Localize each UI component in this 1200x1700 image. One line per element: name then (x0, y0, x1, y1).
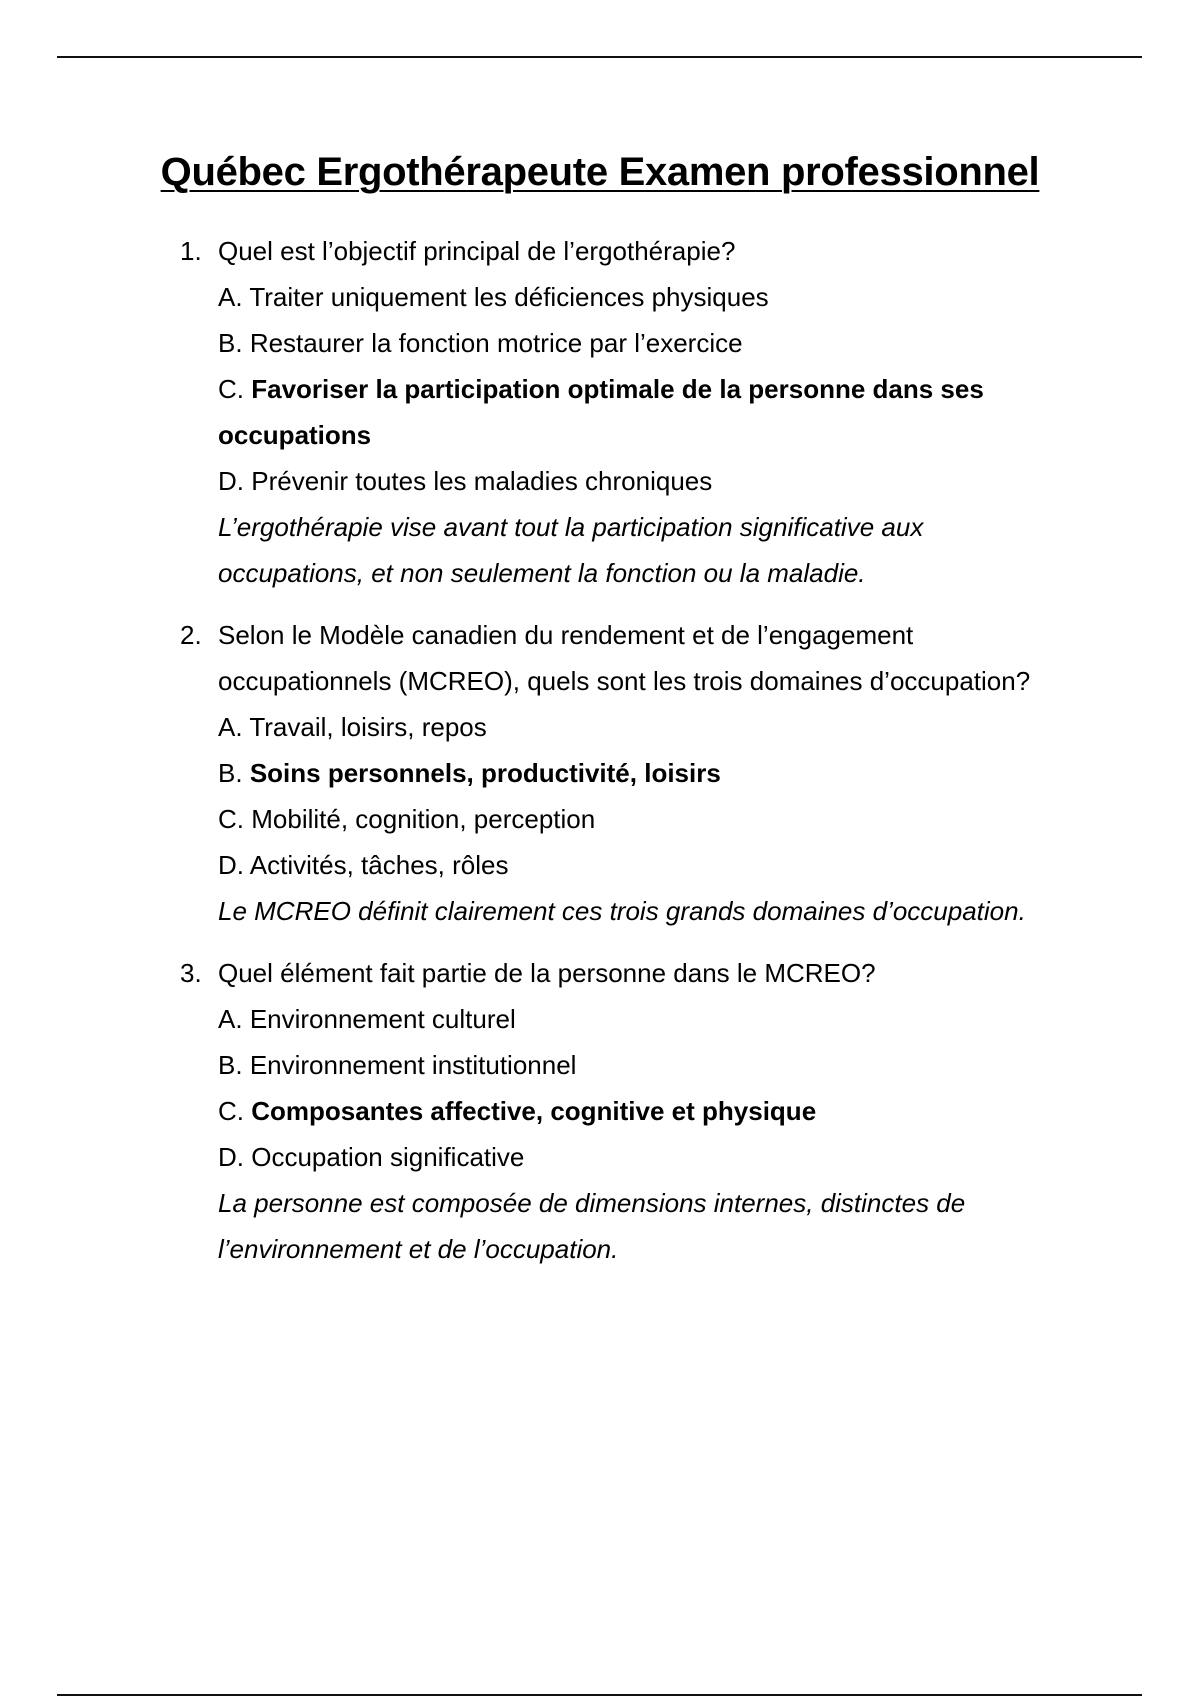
option-letter: C. (218, 804, 244, 834)
option-letter: A. (218, 712, 243, 742)
question-number: 3. (180, 958, 202, 988)
option-b (218, 320, 1056, 366)
option-letter: B. (218, 758, 243, 788)
question-number: 1. (180, 236, 202, 266)
option-text: Composantes affective, cognitive et physique (251, 1096, 817, 1126)
option-d (218, 842, 1056, 888)
question-3 (176, 950, 1056, 1272)
top-rule (57, 56, 1142, 58)
option-text: Travail, loisirs, repos (249, 712, 487, 742)
option-a (218, 274, 1056, 320)
option-text: Environnement institutionnel (249, 1050, 577, 1080)
bottom-rule (57, 1694, 1142, 1696)
option-text: Favoriser la participation optimale de la personne dans ses occupations (218, 374, 984, 450)
question-text: Quel est l’objectif principal de l’ergothérapie? (218, 236, 736, 266)
option-letter: A. (218, 282, 243, 312)
option-letter: D. (218, 466, 244, 496)
question-2 (176, 612, 1056, 934)
option-c (218, 796, 1056, 842)
option-text: Mobilité, cognition, perception (251, 804, 596, 834)
answer-explanation: L’ergothérapie vise avant tout la participation significative aux occupations, et non seulement la fonction ou la maladie. (218, 512, 924, 588)
option-letter: A. (218, 1004, 243, 1034)
answer-explanation: Le MCREO définit clairement ces trois grands domaines d’occupation. (218, 896, 1026, 926)
page-title (0, 150, 1200, 195)
question-list (176, 228, 1056, 1288)
option-letter: C. (218, 1096, 244, 1126)
option-letter: B. (218, 328, 243, 358)
option-a (218, 996, 1056, 1042)
option-letter: D. (218, 1142, 244, 1172)
option-a (218, 704, 1056, 750)
option-c-correct (218, 366, 1056, 458)
option-d (218, 1134, 1056, 1180)
question-text: Selon le Modèle canadien du rendement et de l’engagement occupationnels (MCREO), quels sont les trois domaines d’occupation? (218, 620, 1031, 696)
option-c-correct (218, 1088, 1056, 1134)
answer-explanation: La personne est composée de dimensions internes, distinctes de l’environnement et de l’occupation. (218, 1188, 966, 1264)
option-text: Restaurer la fonction motrice par l’exercice (249, 328, 743, 358)
option-letter: D. (218, 850, 244, 880)
option-text: Traiter uniquement les déficiences physiques (249, 282, 769, 312)
option-text: Prévenir toutes les maladies chroniques (251, 466, 713, 496)
option-letter: C. (218, 374, 244, 404)
question-number: 2. (180, 620, 202, 650)
page-title-text: Québec Ergothérapeute Examen professionnel (160, 150, 1040, 194)
option-text: Occupation significative (251, 1142, 525, 1172)
option-letter: B. (218, 1050, 243, 1080)
option-text: Soins personnels, productivité, loisirs (249, 758, 721, 788)
question-text: Quel élément fait partie de la personne dans le MCREO? (218, 958, 876, 988)
option-text: Activités, tâches, rôles (249, 850, 509, 880)
question-1 (176, 228, 1056, 596)
option-d (218, 458, 1056, 504)
option-text: Environnement culturel (249, 1004, 516, 1034)
option-b (218, 1042, 1056, 1088)
option-b-correct (218, 750, 1056, 796)
